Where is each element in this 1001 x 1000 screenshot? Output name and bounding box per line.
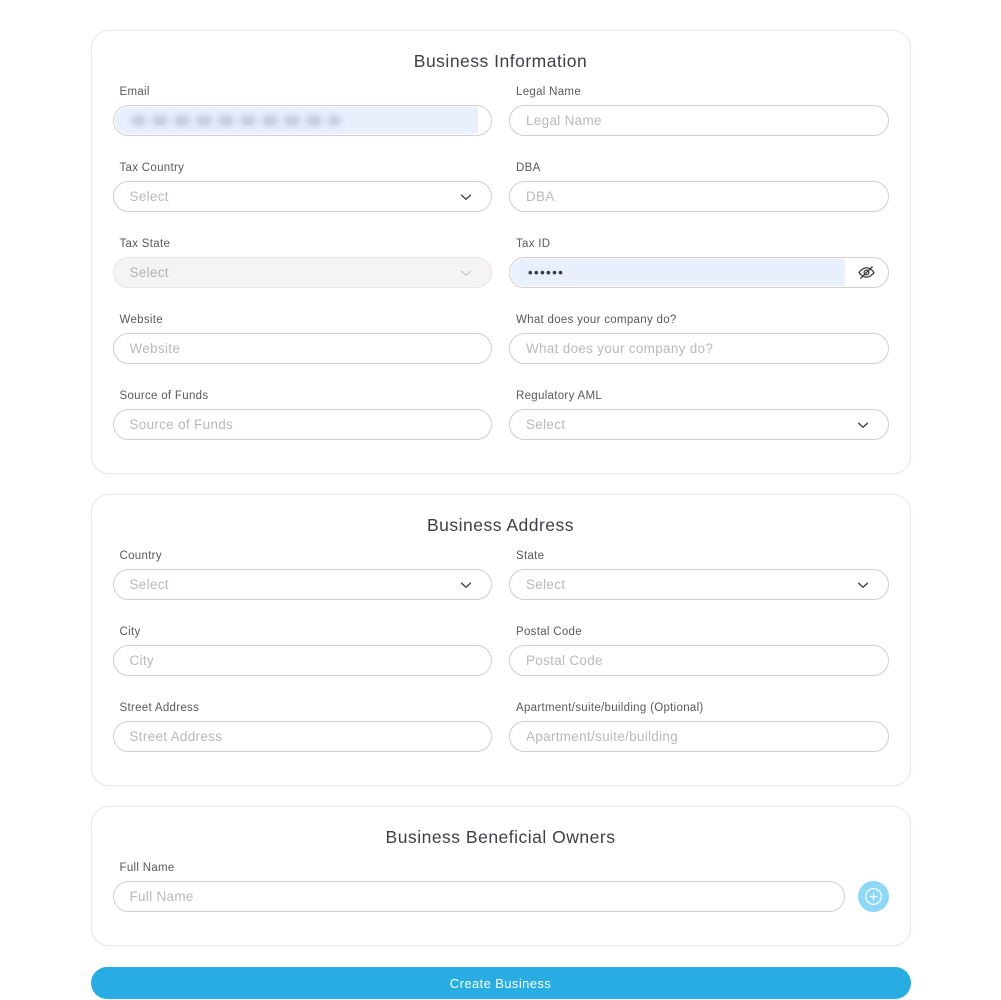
create-business-page <box>91 0 911 999</box>
apartment-label: Apartment/suite/building (Optional) <box>516 702 704 714</box>
toggle-tax-id-visibility-button[interactable] <box>855 261 879 285</box>
full-name-label: Full Name <box>119 862 175 874</box>
field-tax-state <box>113 238 493 288</box>
tax-state-placeholder: Select <box>129 265 169 280</box>
website-label: Website <box>119 314 163 326</box>
state-select[interactable] <box>509 569 889 600</box>
regulatory-aml-placeholder: Select <box>526 417 566 432</box>
field-dba <box>509 162 889 212</box>
field-company-do <box>509 314 889 364</box>
city-label: City <box>119 626 141 638</box>
field-website <box>113 314 493 364</box>
tax-country-label: Tax Country <box>119 162 185 174</box>
chevron-down-icon <box>457 576 475 594</box>
email-autofill-highlight <box>115 107 479 134</box>
tax-id-input[interactable] <box>509 257 889 288</box>
postal-code-input[interactable] <box>509 645 889 676</box>
field-full-name <box>113 862 889 912</box>
tax-state-label: Tax State <box>119 238 171 250</box>
legal-name-input[interactable] <box>509 105 889 136</box>
chevron-down-icon <box>457 188 475 206</box>
email-label: Email <box>119 86 150 98</box>
city-input[interactable] <box>113 645 493 676</box>
tax-country-select[interactable] <box>113 181 493 212</box>
country-select[interactable] <box>113 569 493 600</box>
business-information-card <box>91 30 911 474</box>
field-postal-code <box>509 626 889 676</box>
business-address-grid <box>113 550 889 752</box>
street-address-input[interactable] <box>113 721 493 752</box>
field-tax-id <box>509 238 889 288</box>
dba-label: DBA <box>516 162 541 174</box>
field-city <box>113 626 493 676</box>
field-state <box>509 550 889 600</box>
chevron-down-icon <box>457 264 475 282</box>
source-of-funds-label: Source of Funds <box>119 390 209 402</box>
regulatory-aml-label: Regulatory AML <box>516 390 603 402</box>
create-business-button[interactable]: Create Business <box>91 967 911 999</box>
state-placeholder: Select <box>526 577 566 592</box>
beneficial-owners-title: Business Beneficial Owners <box>385 827 616 847</box>
eye-off-icon <box>856 262 877 283</box>
postal-code-label: Postal Code <box>516 626 582 638</box>
add-owner-button[interactable] <box>858 881 889 912</box>
field-source-of-funds <box>113 390 493 440</box>
dba-input[interactable] <box>509 181 889 212</box>
business-address-card <box>91 494 911 786</box>
field-apartment <box>509 702 889 752</box>
owner-row <box>113 881 889 912</box>
field-street-address <box>113 702 493 752</box>
business-information-title: Business Information <box>413 51 588 71</box>
street-address-label: Street Address <box>119 702 200 714</box>
field-tax-country <box>113 162 493 212</box>
full-name-input-wrap <box>113 881 845 912</box>
business-information-grid <box>113 86 889 440</box>
country-placeholder: Select <box>129 577 169 592</box>
email-input[interactable] <box>113 105 493 136</box>
country-label: Country <box>119 550 162 562</box>
website-input[interactable] <box>113 333 493 364</box>
field-regulatory-aml <box>509 390 889 440</box>
tax-id-label: Tax ID <box>516 238 551 250</box>
tax-state-select <box>113 257 493 288</box>
company-do-label: What does your company do? <box>516 314 677 326</box>
state-label: State <box>516 550 545 562</box>
field-country <box>113 550 493 600</box>
beneficial-owners-card <box>91 806 911 946</box>
email-redacted-text <box>131 115 342 126</box>
field-legal-name <box>509 86 889 136</box>
chevron-down-icon <box>854 416 872 434</box>
source-of-funds-input[interactable] <box>113 409 493 440</box>
tax-id-masked-value: •••••• <box>528 265 565 280</box>
regulatory-aml-select[interactable] <box>509 409 889 440</box>
tax-country-placeholder: Select <box>129 189 169 204</box>
business-address-title: Business Address <box>426 515 575 535</box>
apartment-input[interactable] <box>509 721 889 752</box>
field-email <box>113 86 493 136</box>
plus-circle-icon <box>862 885 885 908</box>
company-do-input[interactable] <box>509 333 889 364</box>
legal-name-label: Legal Name <box>516 86 582 98</box>
chevron-down-icon <box>854 576 872 594</box>
full-name-input[interactable] <box>113 881 845 912</box>
